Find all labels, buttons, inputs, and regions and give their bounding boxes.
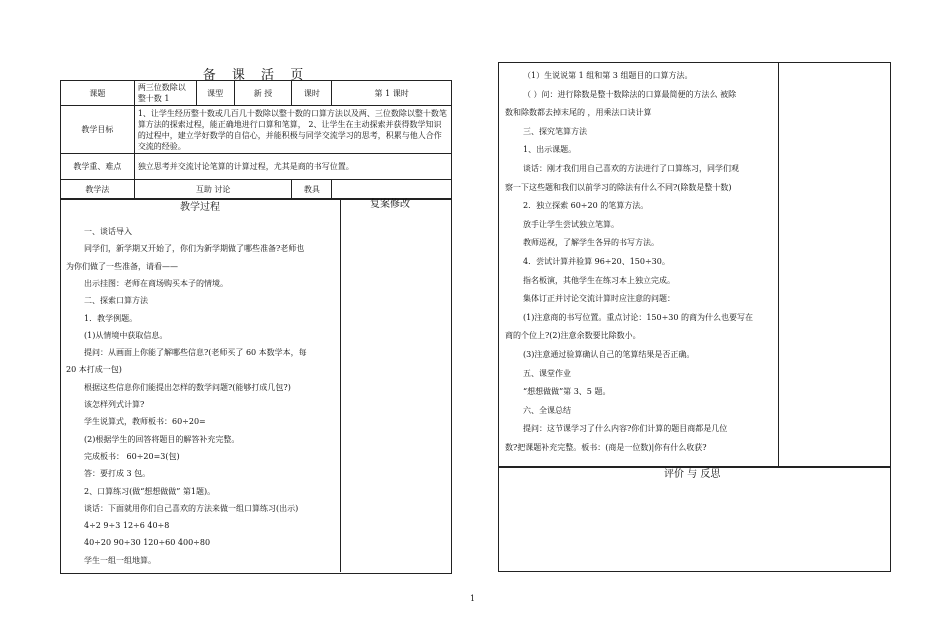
text-line: 学生一组一组地算。 <box>84 555 156 565</box>
text-line: 根据这些信息你们能提出怎样的数学问题?(能够打成几包?) <box>84 382 291 392</box>
process-divider <box>340 198 341 572</box>
text-line: 教师巡视，了解学生各异的书写方法。 <box>523 238 659 248</box>
text-line: 五、课堂作业 <box>523 368 571 378</box>
text-line: 谈话：下面就用你们自己喜欢的方法来做一组口算练习(出示) <box>84 503 299 513</box>
text-line: 40÷20 90÷30 120÷60 400÷80 <box>84 538 211 548</box>
type-label: 课型 <box>196 81 234 106</box>
text-line: 集体订正并讨论交流计算时应注意的问题： <box>523 294 675 304</box>
text-line: (2)根据学生的回答将题目的解答补充完整。 <box>84 434 240 444</box>
text-line: 一、谈话导入 <box>84 227 132 236</box>
text-line: 学生说算式，教师板书：60÷20= <box>84 417 206 427</box>
topic-value: 两三位数除以整十数 1 <box>134 81 196 106</box>
text-line: 4．尝试计算并验算 96÷20、150÷30。 <box>523 257 670 266</box>
right-divider <box>778 62 779 466</box>
text-line: 六、全课总结 <box>523 405 571 415</box>
text-line: 完成板书： 60÷20=3(包) <box>84 451 180 461</box>
text-line: 三、探究笔算方法 <box>523 126 587 136</box>
text-line: 放手让学生尝试独立笔算。 <box>523 219 619 229</box>
goal-value: 1、让学生经历整十数或几百几十数除以整十数的口算方法以及两、三位数除以整十数笔算方法的探索过程，能正确地进行口算和笔算， 2、让学生在主动探索并获得数学知识的过程中，建立学好数学的自信心，并能积极与同学交流学习的思考，积累与他人合作交流的经验。 <box>134 106 451 154</box>
text-line: 同学们，新学期又开始了，你们为新学期做了哪些准备?老师也 <box>84 244 305 254</box>
text-line: 提问：这节课学习了什么内容?你们计算的题目商都是几位 <box>523 424 728 434</box>
text-line: 为你们做了一些准备，请看—— <box>66 261 178 271</box>
page-number: 1 <box>470 594 476 603</box>
text-line: （ ）问：进行除数是整十数除法的口算最简便的方法么 被除 <box>523 89 737 99</box>
key-label: 教学重、难点 <box>61 154 135 180</box>
method-value: 互助 讨论 <box>134 180 292 200</box>
page-title: 备 课 活 页 <box>202 68 310 83</box>
text-line: 答：要打成 3 包。 <box>84 469 151 479</box>
text-line: 1、出示课题。 <box>523 145 577 155</box>
text-line: 4÷2 9÷3 12÷6 40÷8 <box>84 521 170 531</box>
method-label: 教学法 <box>61 180 135 200</box>
text-line: 提问：从画面上你能了解哪些信息?(老师买了 60 本数学本，每 <box>84 348 307 358</box>
text-line: “想想做做”第 3、5 题。 <box>523 387 611 397</box>
revision-heading: 复案修改 <box>370 199 410 210</box>
topic-label: 课题 <box>61 81 135 106</box>
text-line: 该怎样列式计算? <box>84 400 145 409</box>
text-line: 二、探索口算方法 <box>84 296 148 306</box>
text-line: 出示挂图：老师在商场购买本子的情境。 <box>84 278 228 288</box>
text-line: 数和除数都去掉末尾的 ，用乘法口诀计算 <box>505 108 652 118</box>
reflection-heading: 评价 与 反思 <box>664 469 721 480</box>
text-line: 1．教学例题。 <box>84 313 138 323</box>
text-line: (1)从情境中获取信息。 <box>84 330 168 340</box>
text-line: 20 本打成一包) <box>66 365 122 375</box>
tools-label: 教具 <box>292 180 332 200</box>
text-line: 指名板演，其他学生在练习本上独立完成。 <box>523 275 675 285</box>
text-line: 2、口算练习(做“想想做做” 第1题)。 <box>84 486 216 496</box>
text-line: (1)注意商的书写位置。重点讨论：150÷30 的商为什么也要写在 <box>523 312 754 322</box>
text-line: 商的个位上?(2)注意余数要比除数小。 <box>505 331 641 341</box>
key-value: 独立思考并交流讨论笔算的计算过程，尤其是商的书写位置。 <box>134 154 451 180</box>
text-line: 2．独立探索 60÷20 的笔算方法。 <box>523 201 649 211</box>
goal-label: 教学目标 <box>61 106 135 154</box>
hours-value: 第 1 课时 <box>332 81 452 106</box>
tools-value <box>332 180 452 200</box>
hours-label: 课时 <box>292 81 332 106</box>
type-value: 新 授 <box>234 81 292 106</box>
reflection-panel <box>498 466 891 572</box>
text-line: 察一下这些题和我们以前学习的除法有什么不同?(除数是整十数) <box>505 182 732 192</box>
process-heading: 教学过程 <box>180 202 220 213</box>
text-line: 谈话：刚才我们用自己喜欢的方法进行了口算练习，同学们观 <box>523 164 739 173</box>
text-line: 数?把课题补充完整。板书：(商是一位数)|你有什么收获? <box>505 443 707 452</box>
lesson-info-table <box>60 80 452 200</box>
text-line: (3)注意通过验算确认自己的笔算结果是否正确。 <box>523 350 695 359</box>
text-line: （1）生说说第 1 组和第 3 组题目的口算方法。 <box>523 71 693 80</box>
